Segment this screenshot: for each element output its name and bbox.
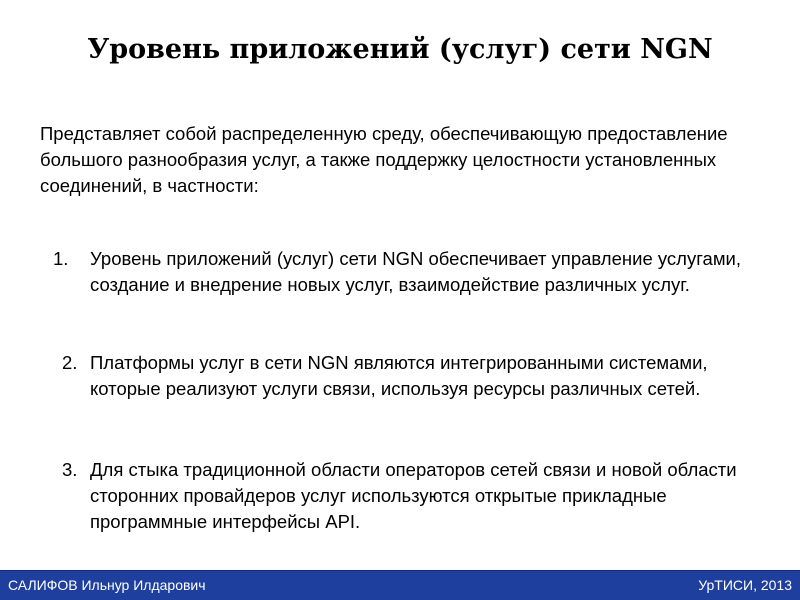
- slide-title: Уровень приложений (услуг) сети NGN: [87, 34, 713, 65]
- footer-bar: [0, 570, 800, 600]
- footer-author: САЛИФОВ Ильнур Илдарович: [8, 577, 206, 593]
- list-item-number: 1.: [53, 248, 69, 269]
- list-item-number: 3.: [62, 459, 78, 480]
- intro-paragraph: Представляет собой распределенную среду, обеспечивающую предоставление большого разнообразия услуг, а также поддержку целостности установленных соединений, в частности:: [40, 123, 728, 196]
- list-item-text: Уровень приложений (услуг) сети NGN обеспечивает управление услугами, создание и внедрение новых услуг, взаимодействие различных услуг.: [90, 248, 742, 295]
- list-item-text: Для стыка традиционной области операторов сетей связи и новой области сторонних провайдеров услуг используются открытые прикладные программные интерфейсы API.: [90, 459, 737, 532]
- list-item-text: Платформы услуг в сети NGN являются интегрированными системами, которые реализуют услуги связи, используя ресурсы различных сетей.: [90, 352, 708, 399]
- footer-org-year: УрТИСИ, 2013: [698, 577, 792, 593]
- list-item-number: 2.: [62, 352, 78, 373]
